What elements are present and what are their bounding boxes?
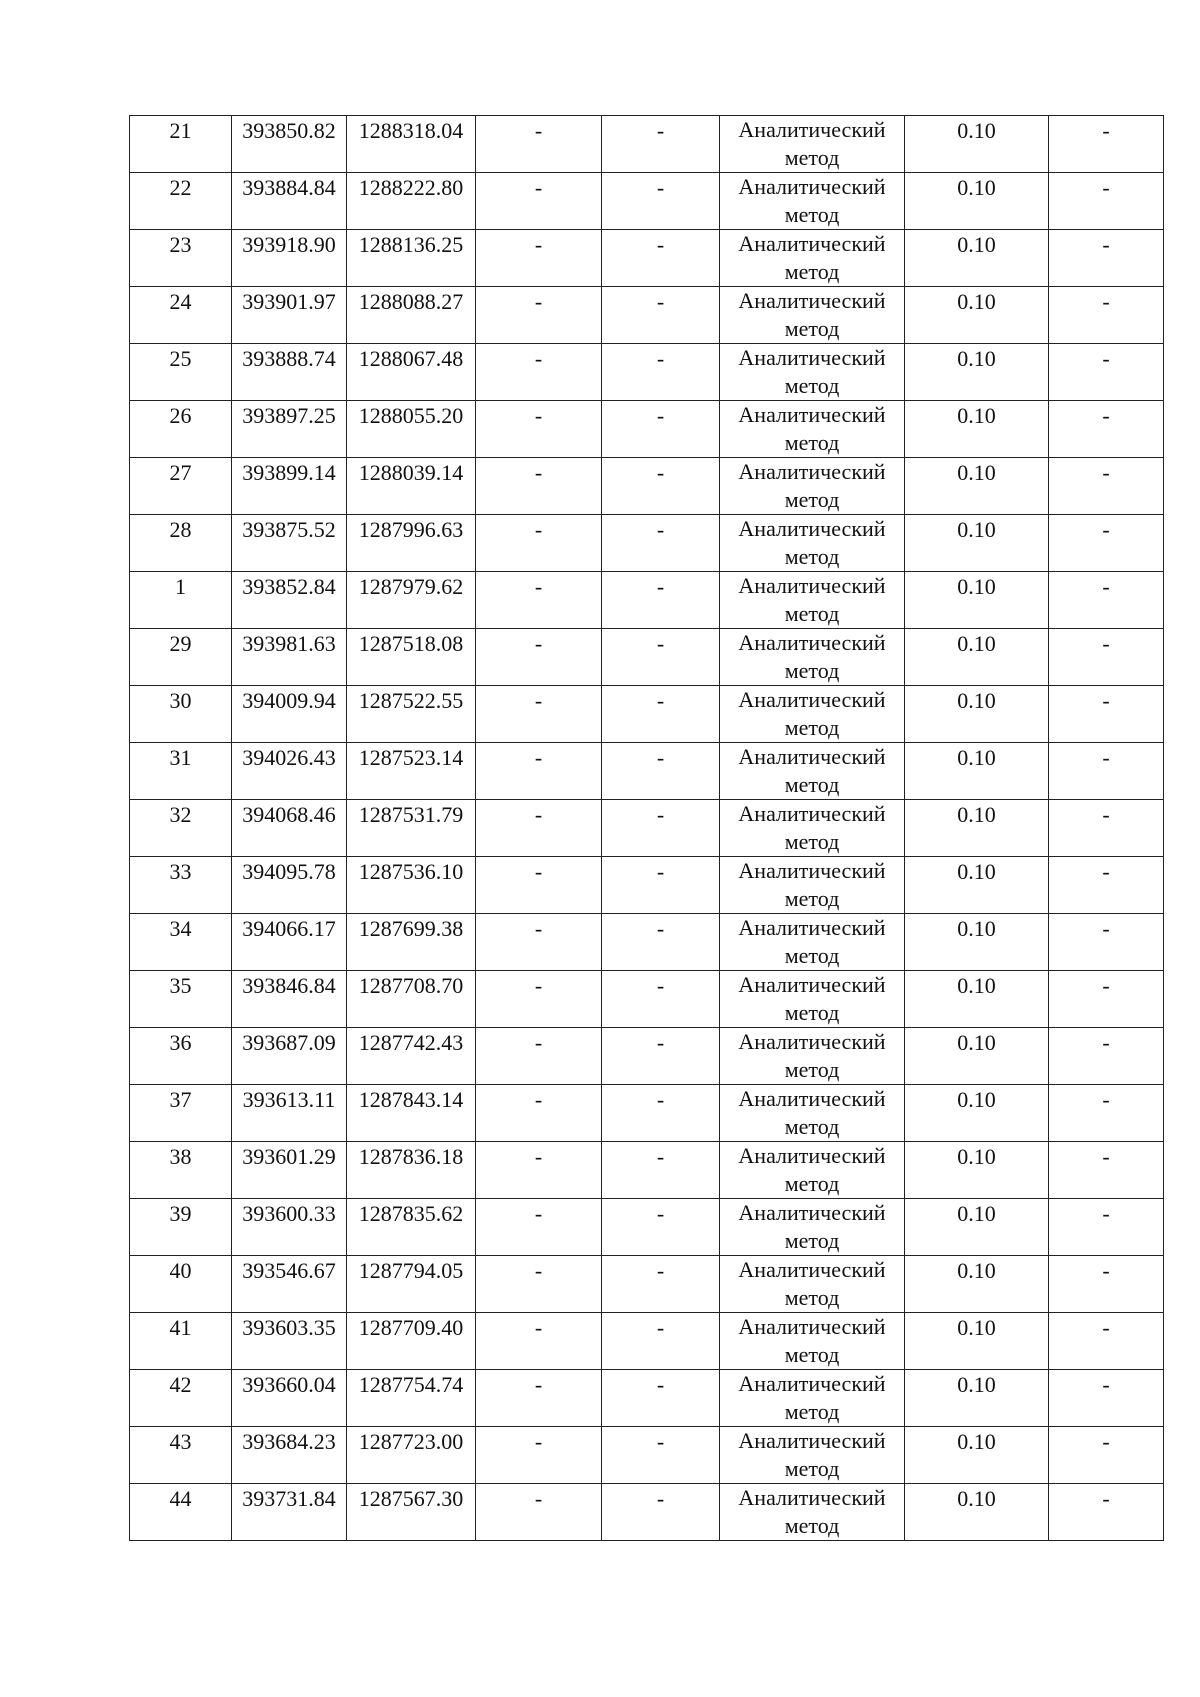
cell-empty-dash: - — [476, 1085, 602, 1142]
table-row — [130, 1085, 1164, 1142]
cell-accuracy: 0.10 — [905, 230, 1049, 287]
method-line-1: Аналитический — [738, 744, 886, 769]
table-row — [130, 629, 1164, 686]
cell-point-number: 31 — [130, 743, 232, 800]
method-line-1: Аналитический — [738, 801, 886, 826]
table-row — [130, 800, 1164, 857]
cell-empty-dash: - — [476, 686, 602, 743]
table-row — [130, 515, 1164, 572]
cell-empty-dash: - — [476, 230, 602, 287]
cell-y-coordinate: 1287742.43 — [347, 1028, 476, 1085]
method-line-2: метод — [784, 202, 840, 227]
method-line-1: Аналитический — [738, 630, 886, 655]
cell-empty-dash: - — [602, 1370, 720, 1427]
cell-empty-dash: - — [602, 344, 720, 401]
cell-method — [720, 287, 905, 344]
cell-x-coordinate: 393613.11 — [232, 1085, 347, 1142]
cell-accuracy: 0.10 — [905, 173, 1049, 230]
table-row — [130, 344, 1164, 401]
cell-x-coordinate: 393899.14 — [232, 458, 347, 515]
cell-method — [720, 857, 905, 914]
method-line-2: метод — [784, 1513, 840, 1538]
cell-point-number: 33 — [130, 857, 232, 914]
cell-y-coordinate: 1287996.63 — [347, 515, 476, 572]
cell-accuracy: 0.10 — [905, 1313, 1049, 1370]
cell-accuracy: 0.10 — [905, 629, 1049, 686]
cell-y-coordinate: 1287531.79 — [347, 800, 476, 857]
cell-y-coordinate: 1288318.04 — [347, 116, 476, 173]
cell-x-coordinate: 393846.84 — [232, 971, 347, 1028]
cell-empty-dash: - — [1049, 230, 1164, 287]
cell-point-number: 37 — [130, 1085, 232, 1142]
cell-point-number: 26 — [130, 401, 232, 458]
cell-empty-dash: - — [602, 230, 720, 287]
cell-x-coordinate: 393981.63 — [232, 629, 347, 686]
cell-empty-dash: - — [476, 458, 602, 515]
method-line-1: Аналитический — [738, 1257, 886, 1282]
cell-y-coordinate: 1287536.10 — [347, 857, 476, 914]
cell-accuracy: 0.10 — [905, 287, 1049, 344]
cell-y-coordinate: 1287522.55 — [347, 686, 476, 743]
cell-accuracy: 0.10 — [905, 686, 1049, 743]
cell-point-number: 39 — [130, 1199, 232, 1256]
cell-method — [720, 116, 905, 173]
cell-point-number: 1 — [130, 572, 232, 629]
method-line-2: метод — [784, 829, 840, 854]
table-row — [130, 173, 1164, 230]
cell-accuracy: 0.10 — [905, 743, 1049, 800]
table-row — [130, 686, 1164, 743]
cell-point-number: 44 — [130, 1484, 232, 1541]
cell-empty-dash: - — [1049, 515, 1164, 572]
table-row — [130, 1028, 1164, 1085]
cell-empty-dash: - — [602, 1427, 720, 1484]
cell-empty-dash: - — [1049, 743, 1164, 800]
cell-method — [720, 1085, 905, 1142]
cell-x-coordinate: 393875.52 — [232, 515, 347, 572]
cell-accuracy: 0.10 — [905, 572, 1049, 629]
cell-y-coordinate: 1287843.14 — [347, 1085, 476, 1142]
cell-method — [720, 572, 905, 629]
cell-empty-dash: - — [602, 857, 720, 914]
cell-accuracy: 0.10 — [905, 401, 1049, 458]
cell-x-coordinate: 394068.46 — [232, 800, 347, 857]
cell-accuracy: 0.10 — [905, 914, 1049, 971]
table-row — [130, 1199, 1164, 1256]
method-line-2: метод — [784, 544, 840, 569]
cell-accuracy: 0.10 — [905, 1199, 1049, 1256]
method-line-2: метод — [784, 1228, 840, 1253]
table-body — [130, 116, 1164, 1541]
cell-empty-dash: - — [1049, 1313, 1164, 1370]
cell-y-coordinate: 1287518.08 — [347, 629, 476, 686]
cell-empty-dash: - — [476, 1484, 602, 1541]
cell-method — [720, 971, 905, 1028]
cell-method — [720, 1313, 905, 1370]
cell-empty-dash: - — [602, 1142, 720, 1199]
cell-y-coordinate: 1287523.14 — [347, 743, 476, 800]
table-row — [130, 1484, 1164, 1541]
cell-point-number: 24 — [130, 287, 232, 344]
cell-method — [720, 743, 905, 800]
cell-empty-dash: - — [1049, 1142, 1164, 1199]
table-row — [130, 287, 1164, 344]
cell-y-coordinate: 1287708.70 — [347, 971, 476, 1028]
table-row — [130, 230, 1164, 287]
method-line-2: метод — [784, 1399, 840, 1424]
method-line-1: Аналитический — [738, 972, 886, 997]
cell-empty-dash: - — [476, 1370, 602, 1427]
cell-point-number: 21 — [130, 116, 232, 173]
cell-point-number: 40 — [130, 1256, 232, 1313]
cell-empty-dash: - — [1049, 1370, 1164, 1427]
method-line-2: метод — [784, 373, 840, 398]
cell-method — [720, 1256, 905, 1313]
method-line-1: Аналитический — [738, 1029, 886, 1054]
table-row — [130, 971, 1164, 1028]
method-line-2: метод — [784, 1285, 840, 1310]
method-line-1: Аналитический — [738, 117, 886, 142]
cell-empty-dash: - — [1049, 629, 1164, 686]
cell-empty-dash: - — [476, 344, 602, 401]
cell-point-number: 27 — [130, 458, 232, 515]
cell-empty-dash: - — [602, 1085, 720, 1142]
cell-method — [720, 1199, 905, 1256]
method-line-2: метод — [784, 943, 840, 968]
cell-x-coordinate: 393897.25 — [232, 401, 347, 458]
cell-point-number: 32 — [130, 800, 232, 857]
cell-empty-dash: - — [602, 1028, 720, 1085]
cell-method — [720, 515, 905, 572]
cell-empty-dash: - — [1049, 572, 1164, 629]
cell-empty-dash: - — [602, 743, 720, 800]
cell-x-coordinate: 393684.23 — [232, 1427, 347, 1484]
cell-accuracy: 0.10 — [905, 458, 1049, 515]
cell-empty-dash: - — [476, 401, 602, 458]
cell-point-number: 38 — [130, 1142, 232, 1199]
method-line-1: Аналитический — [738, 1485, 886, 1510]
cell-method — [720, 1427, 905, 1484]
method-line-2: метод — [784, 1114, 840, 1139]
table-row — [130, 1142, 1164, 1199]
cell-y-coordinate: 1288039.14 — [347, 458, 476, 515]
cell-empty-dash: - — [1049, 914, 1164, 971]
method-line-1: Аналитический — [738, 1143, 886, 1168]
cell-point-number: 22 — [130, 173, 232, 230]
cell-empty-dash: - — [1049, 686, 1164, 743]
cell-empty-dash: - — [1049, 401, 1164, 458]
cell-accuracy: 0.10 — [905, 1427, 1049, 1484]
cell-point-number: 36 — [130, 1028, 232, 1085]
cell-x-coordinate: 393918.90 — [232, 230, 347, 287]
cell-y-coordinate: 1287835.62 — [347, 1199, 476, 1256]
cell-empty-dash: - — [1049, 116, 1164, 173]
cell-x-coordinate: 393888.74 — [232, 344, 347, 401]
cell-empty-dash: - — [476, 857, 602, 914]
cell-method — [720, 401, 905, 458]
cell-x-coordinate: 393731.84 — [232, 1484, 347, 1541]
cell-x-coordinate: 393850.82 — [232, 116, 347, 173]
method-line-2: метод — [784, 658, 840, 683]
cell-empty-dash: - — [1049, 1484, 1164, 1541]
cell-x-coordinate: 393660.04 — [232, 1370, 347, 1427]
cell-point-number: 23 — [130, 230, 232, 287]
cell-x-coordinate: 394026.43 — [232, 743, 347, 800]
table-row — [130, 743, 1164, 800]
cell-point-number: 35 — [130, 971, 232, 1028]
cell-accuracy: 0.10 — [905, 515, 1049, 572]
table-row — [130, 116, 1164, 173]
cell-empty-dash: - — [1049, 344, 1164, 401]
cell-x-coordinate: 393600.33 — [232, 1199, 347, 1256]
method-line-2: метод — [784, 1057, 840, 1082]
cell-method — [720, 914, 905, 971]
cell-y-coordinate: 1287567.30 — [347, 1484, 476, 1541]
cell-x-coordinate: 394095.78 — [232, 857, 347, 914]
table-row — [130, 1370, 1164, 1427]
cell-accuracy: 0.10 — [905, 971, 1049, 1028]
cell-y-coordinate: 1287754.74 — [347, 1370, 476, 1427]
method-line-1: Аналитический — [738, 459, 886, 484]
method-line-2: метод — [784, 430, 840, 455]
cell-empty-dash: - — [1049, 173, 1164, 230]
table-row — [130, 458, 1164, 515]
cell-point-number: 41 — [130, 1313, 232, 1370]
method-line-1: Аналитический — [738, 516, 886, 541]
cell-accuracy: 0.10 — [905, 857, 1049, 914]
cell-empty-dash: - — [1049, 458, 1164, 515]
cell-accuracy: 0.10 — [905, 1028, 1049, 1085]
cell-x-coordinate: 393884.84 — [232, 173, 347, 230]
cell-point-number: 30 — [130, 686, 232, 743]
method-line-2: метод — [784, 715, 840, 740]
cell-y-coordinate: 1288136.25 — [347, 230, 476, 287]
method-line-2: метод — [784, 487, 840, 512]
cell-method — [720, 173, 905, 230]
cell-method — [720, 230, 905, 287]
cell-x-coordinate: 393901.97 — [232, 287, 347, 344]
cell-x-coordinate: 394066.17 — [232, 914, 347, 971]
cell-empty-dash: - — [476, 116, 602, 173]
cell-method — [720, 1028, 905, 1085]
cell-empty-dash: - — [602, 116, 720, 173]
method-line-1: Аналитический — [738, 1371, 886, 1396]
method-line-2: метод — [784, 1456, 840, 1481]
cell-empty-dash: - — [476, 1313, 602, 1370]
cell-empty-dash: - — [602, 515, 720, 572]
cell-point-number: 25 — [130, 344, 232, 401]
cell-empty-dash: - — [476, 1427, 602, 1484]
cell-empty-dash: - — [476, 1199, 602, 1256]
table-row — [130, 857, 1164, 914]
cell-empty-dash: - — [602, 572, 720, 629]
method-line-2: метод — [784, 601, 840, 626]
cell-point-number: 42 — [130, 1370, 232, 1427]
cell-method — [720, 458, 905, 515]
coordinates-table — [129, 115, 1164, 1541]
cell-empty-dash: - — [602, 1313, 720, 1370]
cell-x-coordinate: 393603.35 — [232, 1313, 347, 1370]
method-line-1: Аналитический — [738, 573, 886, 598]
cell-method — [720, 686, 905, 743]
table-row — [130, 1427, 1164, 1484]
method-line-2: метод — [784, 1171, 840, 1196]
method-line-1: Аналитический — [738, 1200, 886, 1225]
cell-x-coordinate: 393601.29 — [232, 1142, 347, 1199]
cell-method — [720, 344, 905, 401]
cell-empty-dash: - — [1049, 857, 1164, 914]
method-line-1: Аналитический — [738, 687, 886, 712]
cell-accuracy: 0.10 — [905, 116, 1049, 173]
cell-accuracy: 0.10 — [905, 1256, 1049, 1313]
cell-y-coordinate: 1287979.62 — [347, 572, 476, 629]
cell-empty-dash: - — [1049, 1199, 1164, 1256]
method-line-1: Аналитический — [738, 1314, 886, 1339]
cell-empty-dash: - — [602, 1199, 720, 1256]
table-row — [130, 914, 1164, 971]
cell-point-number: 34 — [130, 914, 232, 971]
cell-empty-dash: - — [602, 914, 720, 971]
cell-x-coordinate: 393546.67 — [232, 1256, 347, 1313]
method-line-1: Аналитический — [738, 858, 886, 883]
cell-empty-dash: - — [1049, 971, 1164, 1028]
cell-point-number: 29 — [130, 629, 232, 686]
cell-empty-dash: - — [1049, 1085, 1164, 1142]
method-line-2: метод — [784, 1000, 840, 1025]
cell-accuracy: 0.10 — [905, 1370, 1049, 1427]
cell-y-coordinate: 1287699.38 — [347, 914, 476, 971]
cell-y-coordinate: 1288055.20 — [347, 401, 476, 458]
method-line-2: метод — [784, 145, 840, 170]
cell-accuracy: 0.10 — [905, 344, 1049, 401]
cell-accuracy: 0.10 — [905, 1484, 1049, 1541]
cell-empty-dash: - — [476, 572, 602, 629]
cell-method — [720, 1484, 905, 1541]
method-line-2: метод — [784, 316, 840, 341]
cell-empty-dash: - — [476, 629, 602, 686]
cell-empty-dash: - — [602, 401, 720, 458]
table-row — [130, 1313, 1164, 1370]
method-line-1: Аналитический — [738, 1086, 886, 1111]
cell-empty-dash: - — [476, 173, 602, 230]
method-line-2: метод — [784, 772, 840, 797]
method-line-1: Аналитический — [738, 915, 886, 940]
cell-point-number: 28 — [130, 515, 232, 572]
cell-y-coordinate: 1288088.27 — [347, 287, 476, 344]
cell-x-coordinate: 394009.94 — [232, 686, 347, 743]
cell-y-coordinate: 1287794.05 — [347, 1256, 476, 1313]
cell-empty-dash: - — [602, 458, 720, 515]
cell-accuracy: 0.10 — [905, 1085, 1049, 1142]
cell-empty-dash: - — [476, 743, 602, 800]
cell-empty-dash: - — [1049, 287, 1164, 344]
cell-y-coordinate: 1287723.00 — [347, 1427, 476, 1484]
cell-empty-dash: - — [476, 1256, 602, 1313]
method-line-1: Аналитический — [738, 402, 886, 427]
method-line-2: метод — [784, 1342, 840, 1367]
cell-x-coordinate: 393852.84 — [232, 572, 347, 629]
cell-empty-dash: - — [1049, 1028, 1164, 1085]
method-line-2: метод — [784, 259, 840, 284]
method-line-2: метод — [784, 886, 840, 911]
method-line-1: Аналитический — [738, 345, 886, 370]
cell-empty-dash: - — [476, 515, 602, 572]
cell-empty-dash: - — [602, 287, 720, 344]
table-row — [130, 572, 1164, 629]
cell-empty-dash: - — [602, 971, 720, 1028]
cell-empty-dash: - — [476, 914, 602, 971]
table-row — [130, 1256, 1164, 1313]
cell-empty-dash: - — [602, 1484, 720, 1541]
cell-empty-dash: - — [1049, 800, 1164, 857]
method-line-1: Аналитический — [738, 288, 886, 313]
cell-empty-dash: - — [476, 971, 602, 1028]
cell-accuracy: 0.10 — [905, 800, 1049, 857]
cell-empty-dash: - — [602, 629, 720, 686]
cell-empty-dash: - — [476, 287, 602, 344]
cell-empty-dash: - — [602, 686, 720, 743]
cell-point-number: 43 — [130, 1427, 232, 1484]
cell-empty-dash: - — [476, 1028, 602, 1085]
cell-empty-dash: - — [476, 800, 602, 857]
table-row — [130, 401, 1164, 458]
cell-method — [720, 800, 905, 857]
cell-method — [720, 1142, 905, 1199]
cell-y-coordinate: 1287836.18 — [347, 1142, 476, 1199]
cell-empty-dash: - — [1049, 1256, 1164, 1313]
cell-empty-dash: - — [1049, 1427, 1164, 1484]
method-line-1: Аналитический — [738, 1428, 886, 1453]
cell-x-coordinate: 393687.09 — [232, 1028, 347, 1085]
method-line-1: Аналитический — [738, 174, 886, 199]
cell-empty-dash: - — [476, 1142, 602, 1199]
cell-method — [720, 629, 905, 686]
cell-method — [720, 1370, 905, 1427]
cell-y-coordinate: 1288222.80 — [347, 173, 476, 230]
cell-empty-dash: - — [602, 800, 720, 857]
cell-empty-dash: - — [602, 173, 720, 230]
cell-empty-dash: - — [602, 1256, 720, 1313]
cell-accuracy: 0.10 — [905, 1142, 1049, 1199]
method-line-1: Аналитический — [738, 231, 886, 256]
cell-y-coordinate: 1287709.40 — [347, 1313, 476, 1370]
cell-y-coordinate: 1288067.48 — [347, 344, 476, 401]
